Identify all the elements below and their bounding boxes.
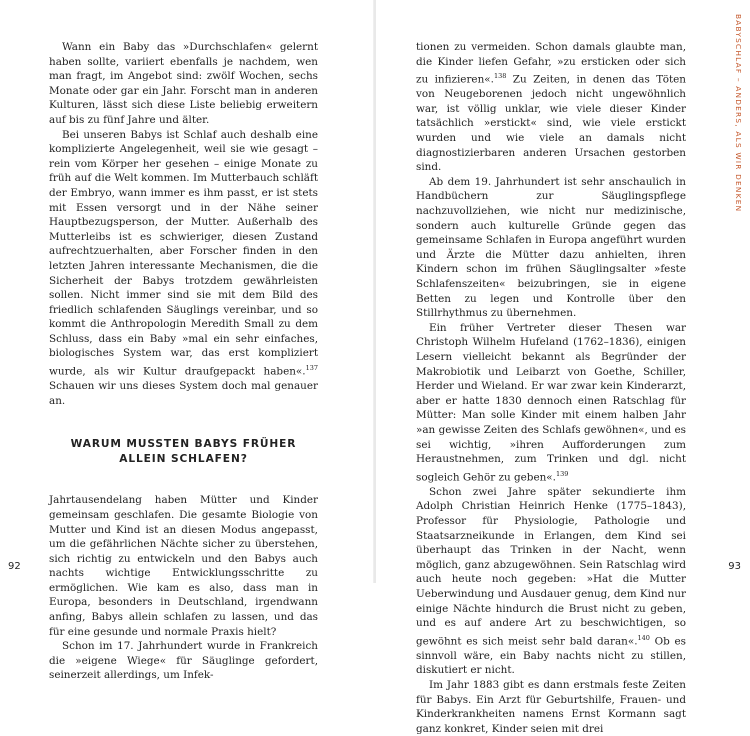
footnote-ref: 138 (493, 72, 507, 81)
page-number: 93 (728, 561, 741, 572)
paragraph: Im Jahr 1883 gibt es dann erstmals feste Zeiten für Babys. Ein Arzt für Geburtshilfe, Frauen- und Kinderkrankheiten namens Ernst Kormann sagt ganz konkret, Kinder seien mit drei (416, 678, 686, 735)
left-text-column (49, 40, 318, 683)
paragraph (416, 40, 686, 175)
paragraph-text: Schauen wir uns dieses System doch mal genauer an. (49, 380, 318, 407)
paragraph-text: Bei unseren Babys ist Schlaf auch deshalb eine komplizierte Angelegenheit, weil sie wie gesagt – rein vom Körper her gesehen – einige Monate zu früh auf die Welt kommen. Im Mutterbauch schläft der Embryo, wann immer es ihm passt, er ist stets mit Essen versorgt und in der Nähe seiner Hauptbezugsperson, der Mutter. Außerhalb des Mutterleibs ist es schwieriger, diesen Zustand aufrechtzuerhalten, aber Forscher finden in den letzten Jahren interessante Mechanismen, die die Sicherheit der Babys trotzdem gewährleisten sollen. Nicht immer sind sie mit dem Bild des friedlich schlafenden Säuglings vereinbar, und so kommt die Anthropologin Meredith Small zu dem Schluss, dass ein Baby »mal ein sehr einfaches, biologisches System war, das erst kompliziert wurde, als wir Kultur draufgepackt haben«. (49, 128, 318, 378)
footnote-ref: 137 (305, 364, 318, 373)
right-page (376, 0, 750, 735)
right-text-column (416, 40, 686, 736)
paragraph: Schon im 17. Jahrhundert wurde in Frankreich die »eigene Wiege« für Säuglinge gefordert, seinerzeit allerdings, um Infek- (49, 640, 318, 682)
running-head (731, 14, 745, 213)
paragraph-text: Zu Zeiten, in denen das Töten von Neugeborenen jedoch nicht ungewöhnlich war, ist völlig unklar, wie viele dieser Kinder tatsächlich »erstickt« sind, wie viele erstickt wurden und wie viele an damals nicht diagnostizierbaren anderen Ursachen gestorben sind. (416, 73, 686, 174)
footnote-ref: 139 (555, 469, 569, 478)
heading-line: WARUM MUSSTEN BABYS FRÜHER (70, 438, 297, 451)
paragraph-text: tionen zu vermeiden. Schon damals glaubte man, die Kinder liefen Gefahr, »zu ersticken oder sich zu infizieren«. (416, 41, 686, 86)
running-head-text: BABYSCHLAF – ANDERS, ALS WIR DENKEN (734, 14, 743, 213)
section-heading (49, 437, 318, 467)
page-number: 92 (8, 561, 21, 572)
paragraph: Wann ein Baby das »Durchschlafen« gelernt haben sollte, variiert ebenfalls je nachdem, wen man fragt, im Angebot sind: zwölf Wochen, sechs Monate oder gar ein Jahr. Forscht man in anderen Kulturen, lässt sich diese Liste beliebig erweitern auf bis zu fünf Jahre und älter. (49, 41, 318, 126)
paragraph: Jahrtausendelang haben Mütter und Kinder gemeinsam geschlafen. Die gesamte Biologie von Mutter und Kind ist an diesen Modus angepasst, um die gefährlichen Nächte sicher zu überstehen, sich richtig zu entwickeln und den Babys auch nachts wichtige Entwicklungsschritte zu ermöglichen. Wie kam es also, dass man in Europa, besonders in Deutschland, irgendwann anfing, Babys allein schlafen zu lassen, und das für eine gesunde und normale Praxis hielt? (49, 494, 318, 638)
paragraph-text: Ein früher Vertreter dieser Thesen war Christoph Wilhelm Hufeland (1762–1836), einigen Lesern vielleicht bekannt als Begründer der Makrobiotik und Leibarzt von Goethe, Schiller, Herder und Wieland. Er war zwar kein Kinderarzt, aber er hatte 1830 dennoch einen Ratschlag für Mütter: Man solle Kinder mit einem halben Jahr »an gewisse Zeiten des Schlafs gewöhnen«, und es sei wichtig, »ihren Aufforderungen zum Heraustnehmen, zum Trinken und dgl. nicht sogleich Gehör zu geben«. (416, 321, 686, 484)
left-page (0, 0, 374, 682)
paragraph-text: Schon zwei Jahre später sekundierte ihm Adolph Christian Heinrich Henke (1775–1843), Professor für Physiologie, Pathologie und Staatsarzneikunde in Erlangen, dem Kind sei überhaupt das Trinken in der Nacht, wenn möglich, ganz abzugewöhnen. Sein Ratschlag wird auch heute noch gegeben: »Hat die Mutter Ueberwindung und Ausdauer genug, dem Kind nur einige Nächte hindurch die Brust nicht zu geben, und es auf andere Art zu beschwichtigen, so gewöhnt es sich meist sehr bald daran«. (416, 485, 686, 648)
heading-line: ALLEIN SCHLAFEN? (119, 453, 248, 466)
paragraph (49, 128, 318, 409)
footnote-ref: 140 (637, 633, 650, 642)
paragraph (416, 321, 686, 485)
paragraph (416, 485, 686, 678)
paragraph: Ab dem 19. Jahrhundert ist sehr anschaulich in Handbüchern zur Säuglingspflege nachzuvollziehen, wie nicht nur medizinische, sondern auch kulturelle Gründe gegen das gemeinsame Schlafen in Europa angeführt wurden und Ärzte die Mütter dazu anhielten, ihren Kindern schon im frühen Säuglingsalter »feste Schlafenszeiten« beizubringen, sie in eigene Betten zu legen und Kontrolle über den Stillrhythmus zu übernehmen. (416, 175, 686, 320)
paragraph-text: Ob es sinnvoll wäre, ein Baby nachts nicht zu stillen, diskutiert er nicht. (416, 635, 686, 677)
